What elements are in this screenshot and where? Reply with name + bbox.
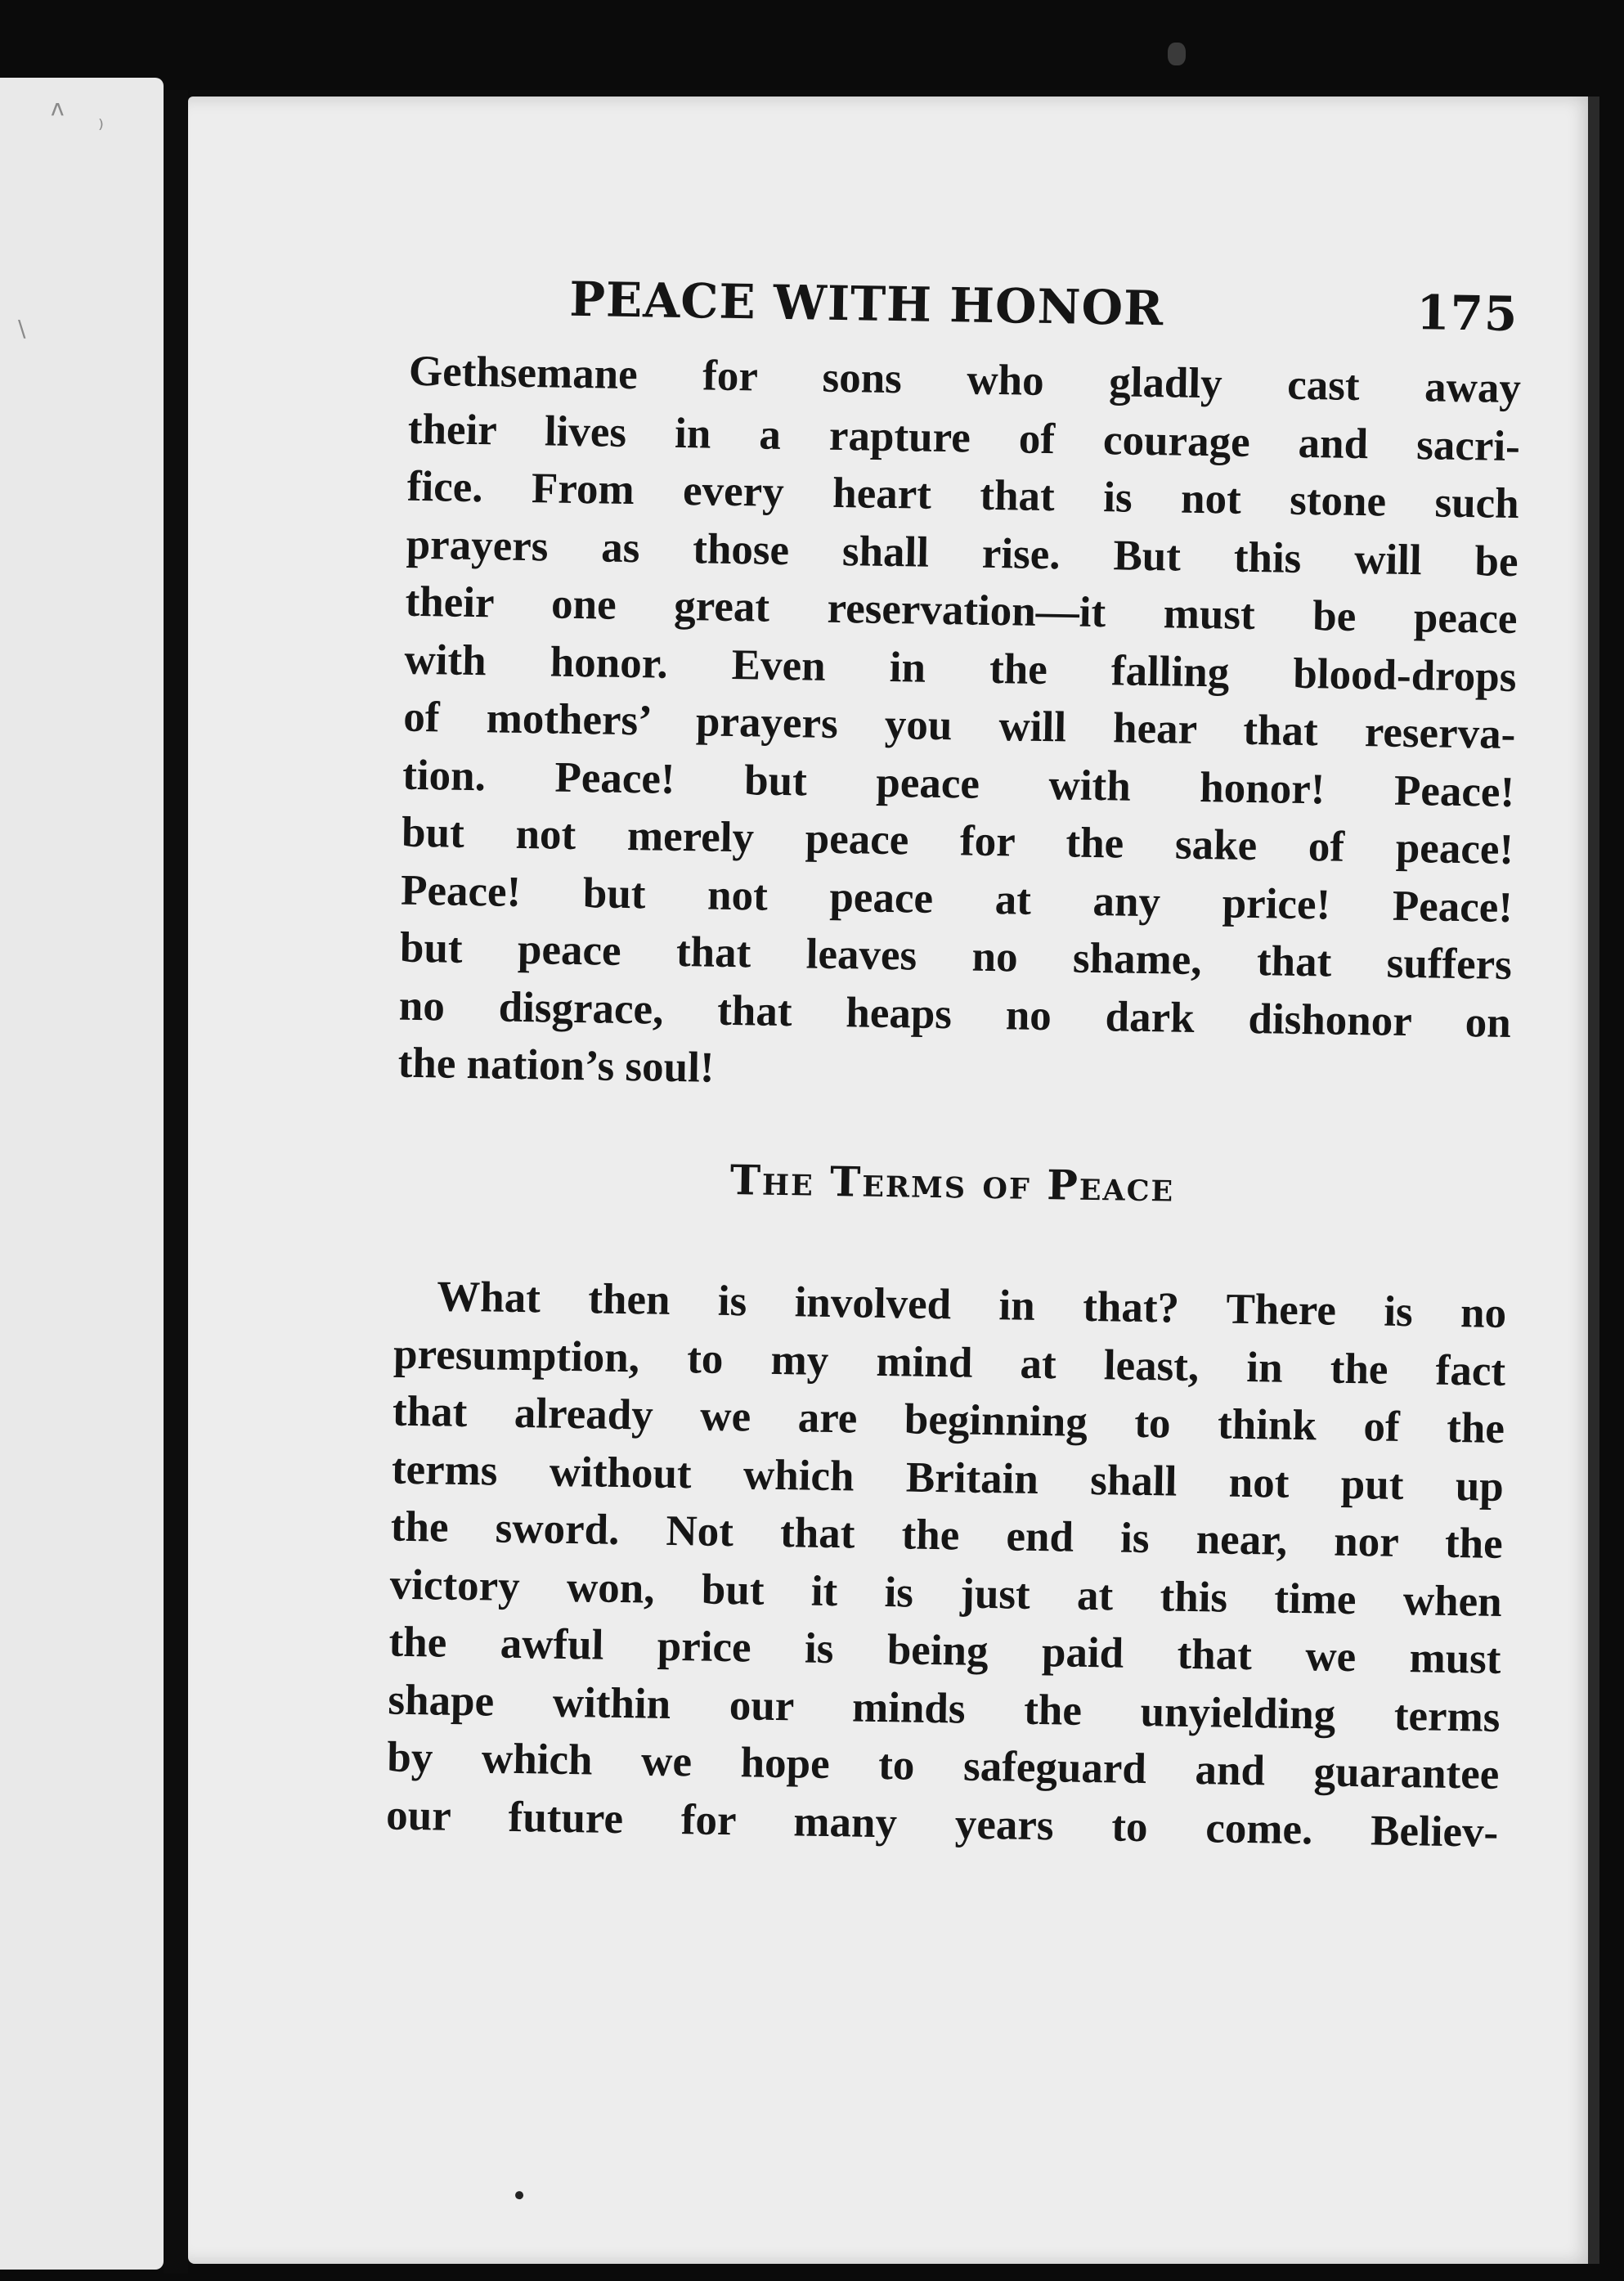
book-page <box>188 97 1599 2264</box>
scan-artifact <box>1168 43 1186 65</box>
paragraph <box>397 343 1521 1110</box>
text-line: with honor. Even in the falling blood-drops <box>404 635 1517 701</box>
text-line: their lives in a rapture of courage and sacri- <box>407 405 1521 470</box>
text-line: What then is involved in that? There is no <box>436 1273 1507 1337</box>
page-number: 175 <box>1415 285 1519 343</box>
text-line: tion. Peace! but peace with honor! Peace! <box>402 751 1515 816</box>
text-line: the awful price is being paid that we must <box>388 1618 1501 1683</box>
text-line: presumption, to my mind at least, in the fact <box>393 1330 1506 1395</box>
text-line: the nation’s soul! <box>397 1039 715 1092</box>
text-line: by which we hope to safeguard and guarantee <box>386 1733 1500 1798</box>
text-line: their one great reservation—it must be peace <box>405 577 1518 644</box>
text-line: shape within our minds the unyielding terms <box>388 1676 1501 1741</box>
facing-page-smudge: \ <box>18 315 26 342</box>
text-line: but peace that leaves no shame, that suffers <box>399 923 1513 990</box>
text-line: prayers as those shall rise. But this will be <box>406 520 1519 586</box>
text-line: the sword. Not that the end is near, nor the <box>390 1502 1504 1568</box>
text-line: victory won, but it is just at this time when <box>389 1560 1503 1626</box>
text-line: that already we are beginning to think of the <box>392 1387 1505 1453</box>
text-line: no disgrace, that heaps no dark dishonor on <box>398 981 1512 1047</box>
text-line: our future for many years to come. Believ- <box>385 1791 1499 1857</box>
facing-page-smudge: ʌ <box>51 94 65 121</box>
ink-speck <box>515 2191 523 2199</box>
running-head <box>568 271 1519 343</box>
text-line: but not merely peace for the sake of peace! <box>401 808 1514 874</box>
text-line: terms without which Britain shall not put up <box>391 1445 1505 1511</box>
section-heading: The Terms of Peace <box>729 1156 1175 1211</box>
facing-page-smudge: ⁾ <box>98 114 104 141</box>
text-line: Peace! but not peace at any price! Peace! <box>400 866 1514 932</box>
text-line: of mothers’ prayers you will hear that reserva- <box>402 693 1516 759</box>
page-content <box>171 84 1616 2274</box>
text-line: fice. From every heart that is not stone such <box>406 462 1520 528</box>
text-line: Gethsemane for sons who gladly cast away <box>408 347 1522 413</box>
paragraph <box>386 1268 1507 1861</box>
running-head-title: PEACE WITH HONOR <box>568 271 1164 337</box>
facing-page-edge <box>0 78 164 2270</box>
